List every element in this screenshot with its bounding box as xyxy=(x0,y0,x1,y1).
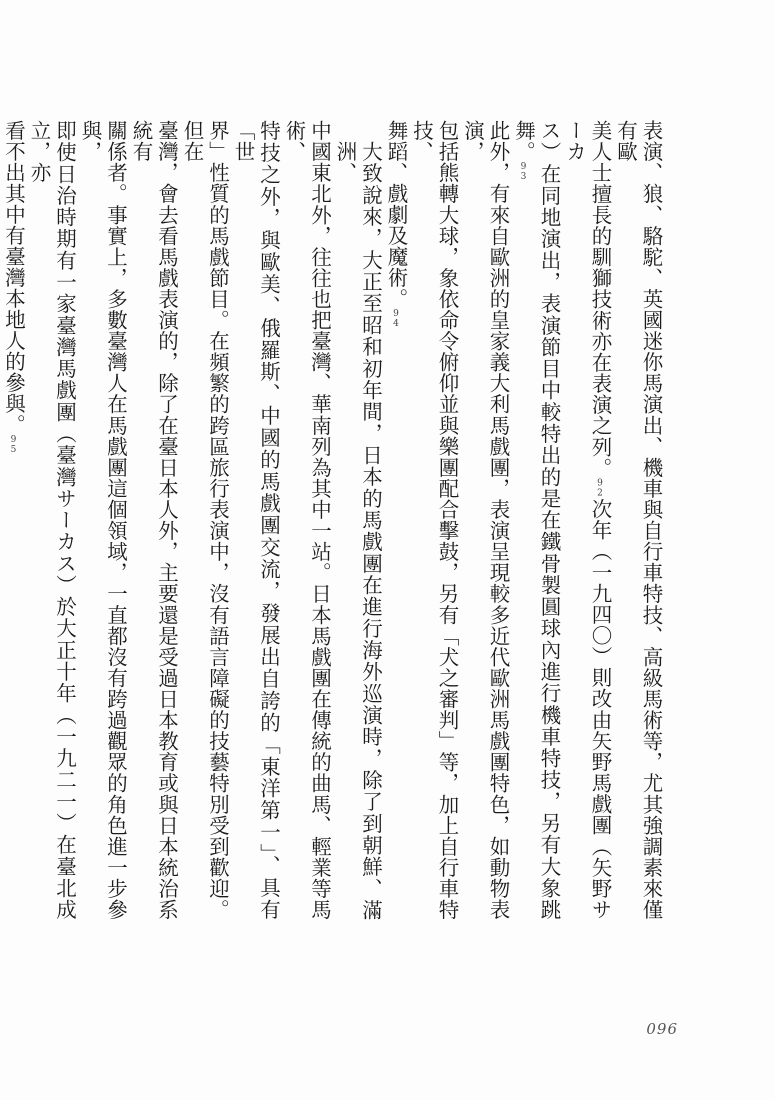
line-text: 即使日治時期有一家臺灣馬戲團（臺灣サーカス）於大正十年（一九二一）在臺北成立，亦 xyxy=(27,120,77,920)
line-text: 臺灣，會去看馬戲表演的，除了在臺日本人外，主要還是受過日本教育或與日本統治系統有 xyxy=(129,120,179,920)
line-text: 包括熊轉大球，象依命令俯仰並與樂團配合擊鼓，另有「犬之審判」等，加上自行車特技、 xyxy=(409,120,459,920)
footnote-marker[interactable]: 94 xyxy=(391,309,401,329)
page-number: 096 xyxy=(646,1020,678,1038)
text-line xyxy=(561,120,612,920)
line-text: 大致說來，大正至昭和初年間，日本的馬戲團在進行海外巡演時，除了到朝鮮、滿洲、 xyxy=(333,140,383,920)
line-text: 舞蹈、戲劇及魔術。 xyxy=(384,120,408,309)
line-text: 次年（一九四〇）則改由矢野馬戲團（矢野サーカ xyxy=(562,120,612,921)
line-text: 關係者。事實上，多數臺灣人在馬戲團這個領域，一直都沒有跨過觀眾的角色進一步參與， xyxy=(78,120,128,920)
footnote-marker[interactable]: 93 xyxy=(518,162,529,182)
text-line xyxy=(383,120,409,920)
line-text: 界」性質的馬戲節目。在頻繁的跨區旅行表演中，沒有語言障礙的技藝特別受到歡迎。但在 xyxy=(180,120,230,920)
text-line xyxy=(281,120,332,920)
line-text: 看不出其中有臺灣本地人的參與。 xyxy=(1,120,26,435)
footnote-marker[interactable]: 95 xyxy=(8,435,19,455)
text-line xyxy=(128,120,179,920)
footnote-marker[interactable]: 92 xyxy=(595,478,605,499)
text-line xyxy=(0,120,26,920)
text-line xyxy=(612,120,663,920)
line-text: 此外，有來自歐洲的皇家義大利馬戲團，表演呈現較多近代歐洲馬戲團特色，如動物表演， xyxy=(460,120,510,920)
line-text: 中國東北外，往往也把臺灣、華南列為其中一站。日本馬戲團在傳統的曲馬、輕業等馬術、 xyxy=(282,120,332,920)
paragraph xyxy=(0,120,383,920)
text-line xyxy=(408,120,459,920)
text-line xyxy=(459,120,510,920)
text-line xyxy=(510,120,561,920)
text-line xyxy=(26,120,77,920)
line-text: 表演、狼、駱駝、英國迷你馬演出、機車與自行車特技、高級馬術等，尤其強調素來僅有歐 xyxy=(613,120,663,920)
paragraph xyxy=(383,120,664,920)
line-text: 特技之外，與歐美、俄羅斯、中國的馬戲團交流，發展出自誇的「東洋第一」、具有「世 xyxy=(231,120,281,920)
text-line xyxy=(230,120,281,920)
text-line xyxy=(332,120,383,920)
line-text: ス）在同地演出，表演節目中較特出的是在鐵骨製圓球內進行機車特技，另有大象跳舞。 xyxy=(511,120,561,920)
text-line xyxy=(77,120,128,920)
body-text xyxy=(0,120,663,920)
line-text: 美人士擅長的馴獅技術亦在表演之列。 xyxy=(588,120,612,479)
text-line xyxy=(179,120,230,920)
